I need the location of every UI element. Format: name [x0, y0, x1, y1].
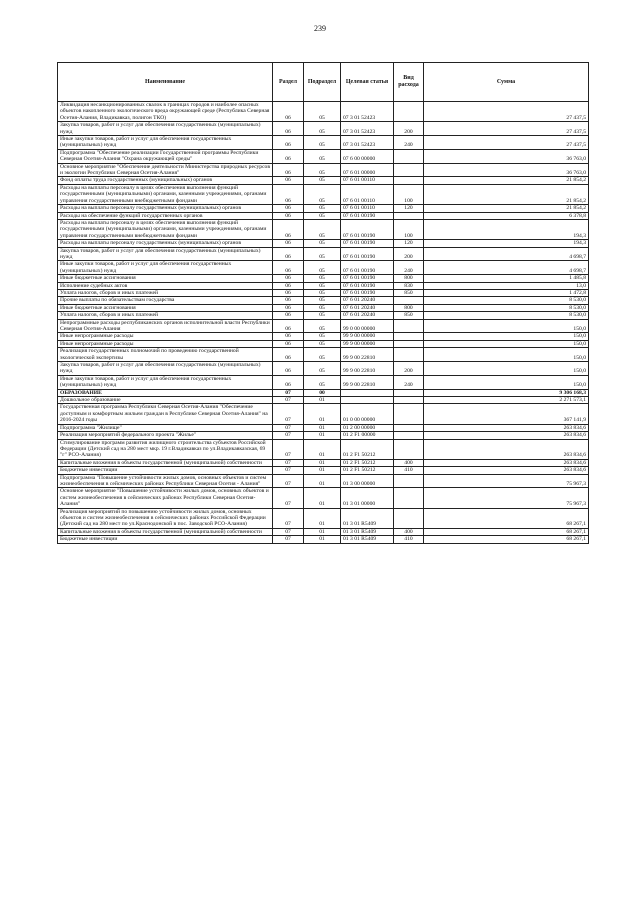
cell-sum: 263 834,6: [424, 459, 589, 466]
table-row: [58, 340, 589, 347]
table-row: [58, 282, 589, 289]
cell-csr: 01 2 F1 50212: [341, 467, 394, 474]
cell-sum: 27 437,5: [424, 136, 589, 150]
cell-name: Иные закупки товаров, работ и услуг для обеспечения государственных (муниципальных) нужд: [58, 375, 273, 389]
cell-sum: 36 763,0: [424, 163, 589, 177]
cell-podrazdel: 01: [304, 432, 341, 439]
cell-vr: 200: [394, 362, 424, 376]
cell-sum: 75 967,3: [424, 488, 589, 508]
cell-vr: 830: [394, 282, 424, 289]
cell-razdel: 06: [273, 163, 304, 177]
cell-sum: 263 834,6: [424, 439, 589, 459]
cell-csr: 01 2 F1 00000: [341, 432, 394, 439]
cell-sum: 68 267,1: [424, 508, 589, 528]
cell-podrazdel: 01: [304, 536, 341, 543]
cell-razdel: 07: [273, 467, 304, 474]
cell-podrazdel: 05: [304, 102, 341, 122]
cell-podrazdel: 05: [304, 136, 341, 150]
cell-razdel: 07: [273, 389, 304, 396]
table-row: [58, 102, 589, 122]
cell-podrazdel: 05: [304, 261, 341, 275]
cell-sum: 8 530,0: [424, 304, 589, 311]
cell-name: Подпрограмма "Обеспечение реализации Государственной программы Республики Северная Осетия-Алания "Охрана окружающей среды": [58, 149, 273, 163]
table-row: [58, 424, 589, 431]
cell-podrazdel: 01: [304, 474, 341, 488]
table-row: [58, 459, 589, 466]
table-row: [58, 528, 589, 535]
cell-podrazdel: 05: [304, 340, 341, 347]
cell-csr: 07 6 00 00000: [341, 149, 394, 163]
cell-name: Расходы на выплаты персоналу государственных (муниципальных) органов: [58, 205, 273, 212]
cell-vr: 240: [394, 375, 424, 389]
cell-csr: 01 0 00 00000: [341, 404, 394, 424]
cell-podrazdel: 05: [304, 333, 341, 340]
table-row: [58, 439, 589, 459]
cell-razdel: 06: [273, 340, 304, 347]
cell-name: Расходы на выплаты персоналу в целях обеспечения выполнения функций государственными (муниципальными) органами, казенными учреждениями, органами управления государственными внебюджетными фондами: [58, 219, 273, 239]
cell-vr: 850: [394, 312, 424, 319]
cell-sum: 150,0: [424, 319, 589, 333]
cell-name: Расходы на выплаты персоналу в целях обеспечения выполнения функций государственными (муниципальными) органами, казенными учреждениями, органами управления государственными внебюджетными фондами: [58, 184, 273, 204]
cell-podrazdel: 01: [304, 424, 341, 431]
cell-name: Иные бюджетные ассигнования: [58, 304, 273, 311]
cell-podrazdel: 05: [304, 177, 341, 184]
cell-razdel: 07: [273, 424, 304, 431]
cell-csr: 07 6 01 00110: [341, 177, 394, 184]
cell-sum: 9 306 168,3: [424, 389, 589, 396]
cell-csr: 07 6 01 00000: [341, 163, 394, 177]
cell-razdel: 06: [273, 219, 304, 239]
cell-razdel: 06: [273, 102, 304, 122]
cell-vr: [394, 212, 424, 219]
cell-sum: 21 854,2: [424, 184, 589, 204]
cell-vr: 400: [394, 528, 424, 535]
cell-sum: 75 967,3: [424, 474, 589, 488]
cell-podrazdel: 05: [304, 219, 341, 239]
cell-csr: 07 6 01 00190: [341, 247, 394, 261]
cell-razdel: 07: [273, 488, 304, 508]
cell-csr: 01 3 01 R5409: [341, 508, 394, 528]
cell-podrazdel: 05: [304, 304, 341, 311]
cell-razdel: 06: [273, 122, 304, 136]
cell-podrazdel: 05: [304, 375, 341, 389]
table-row: [58, 163, 589, 177]
table-row: [58, 212, 589, 219]
header-razdel: Раздел: [273, 63, 304, 102]
cell-podrazdel: 01: [304, 404, 341, 424]
cell-name: Иные бюджетные ассигнования: [58, 275, 273, 282]
cell-sum: 4 698,7: [424, 247, 589, 261]
table-row: [58, 362, 589, 376]
cell-sum: 263 834,6: [424, 467, 589, 474]
cell-sum: 68 267,1: [424, 528, 589, 535]
cell-csr: 99 9 00 22810: [341, 375, 394, 389]
cell-vr: 800: [394, 304, 424, 311]
cell-razdel: 06: [273, 304, 304, 311]
table-row: [58, 404, 589, 424]
table-row: [58, 136, 589, 150]
cell-vr: [394, 397, 424, 404]
cell-razdel: 06: [273, 312, 304, 319]
cell-csr: 99 0 00 00000: [341, 319, 394, 333]
cell-vr: 240: [394, 261, 424, 275]
cell-vr: [394, 297, 424, 304]
cell-name: Реализация мероприятий федерального проекта "Жилье": [58, 432, 273, 439]
cell-podrazdel: 05: [304, 212, 341, 219]
table-row: [58, 389, 589, 396]
cell-vr: 100: [394, 219, 424, 239]
cell-podrazdel: 05: [304, 149, 341, 163]
table-row: [58, 319, 589, 333]
cell-sum: 150,0: [424, 333, 589, 340]
cell-csr: 07 6 01 00110: [341, 205, 394, 212]
cell-name: Иные непрограммные расходы: [58, 333, 273, 340]
table-row: [58, 333, 589, 340]
cell-csr: [341, 389, 394, 396]
cell-name: Исполнение судебных актов: [58, 282, 273, 289]
cell-vr: [394, 333, 424, 340]
cell-podrazdel: 05: [304, 319, 341, 333]
cell-name: Капитальные вложения в объекты государственной (муниципальной) собственности: [58, 459, 273, 466]
table-row: [58, 289, 589, 296]
cell-razdel: 06: [273, 348, 304, 362]
cell-csr: 07 6 01 00190: [341, 219, 394, 239]
cell-name: Прочие выплаты по обязательствам государства: [58, 297, 273, 304]
cell-name: Подпрограмма "Повышение устойчивости жилых домов, основных объектов и систем жизнеобеспечения в сейсмических районах Республики Северная Осетия - Алания": [58, 474, 273, 488]
table-row: [58, 375, 589, 389]
cell-csr: 07 6 01 00190: [341, 240, 394, 247]
cell-vr: 400: [394, 459, 424, 466]
table-row: [58, 184, 589, 204]
cell-name: Закупка товаров, работ и услуг для обеспечения государственных (муниципальных) нужд: [58, 247, 273, 261]
cell-vr: 410: [394, 536, 424, 543]
cell-vr: [394, 432, 424, 439]
cell-vr: [394, 404, 424, 424]
cell-vr: 120: [394, 205, 424, 212]
cell-csr: 01 2 F1 50212: [341, 439, 394, 459]
cell-name: Ликвидация несанкционированных свалок в границах городов и наиболее опасных объектов накопленного экологического вреда окружающей среде (Республика Северная Осетия-Алания, Владикавказ, полигон ТКО): [58, 102, 273, 122]
cell-sum: 1 472,8: [424, 289, 589, 296]
cell-podrazdel: 05: [304, 297, 341, 304]
table-row: [58, 219, 589, 239]
cell-name: Расходы на обеспечение функций государственных органов: [58, 212, 273, 219]
cell-csr: 07 6 01 00190: [341, 282, 394, 289]
cell-vr: 410: [394, 467, 424, 474]
cell-razdel: 06: [273, 184, 304, 204]
table-row: [58, 474, 589, 488]
cell-csr: [341, 397, 394, 404]
cell-vr: 800: [394, 275, 424, 282]
cell-razdel: 07: [273, 432, 304, 439]
cell-sum: 263 834,6: [424, 432, 589, 439]
cell-vr: [394, 474, 424, 488]
cell-name: Уплата налогов, сборов и иных платежей: [58, 289, 273, 296]
cell-sum: 27 437,5: [424, 122, 589, 136]
cell-csr: 01 3 01 R5409: [341, 528, 394, 535]
cell-vr: 200: [394, 247, 424, 261]
cell-sum: 21 854,2: [424, 177, 589, 184]
cell-vr: [394, 319, 424, 333]
cell-csr: 07 6 01 00190: [341, 212, 394, 219]
cell-podrazdel: 05: [304, 362, 341, 376]
cell-razdel: 06: [273, 247, 304, 261]
table-body: [58, 102, 589, 544]
cell-sum: 6 378,8: [424, 212, 589, 219]
cell-vr: 850: [394, 289, 424, 296]
cell-sum: 1 485,8: [424, 275, 589, 282]
cell-razdel: 07: [273, 508, 304, 528]
cell-name: Непрограммные расходы республиканских органов исполнительной власти Республики Северная Осетия-Алания: [58, 319, 273, 333]
table-row: [58, 536, 589, 543]
cell-name: Основное мероприятие "Обеспечение деятельности Министерства природных ресурсов и экологии Республики Северная Осетия-Алания": [58, 163, 273, 177]
cell-csr: 07 6 01 00190: [341, 261, 394, 275]
cell-csr: 07 3 01 52423: [341, 102, 394, 122]
table-row: [58, 397, 589, 404]
cell-name: Реализация мероприятий по повышению устойчивости жилых домов, основных объектов и систем жизнеобеспечения в сейсмических районах Российской Федерации (Детский сад на 280 мест по ул.Краснодонской в пос. Заводской РСО-Алания): [58, 508, 273, 528]
cell-name: Иные закупки товаров, работ и услуг для обеспечения государственных (муниципальных) нужд: [58, 261, 273, 275]
cell-razdel: 06: [273, 362, 304, 376]
table-row: [58, 467, 589, 474]
cell-name: Закупка товаров, работ и услуг для обеспечения государственных (муниципальных) нужд: [58, 362, 273, 376]
cell-podrazdel: 05: [304, 289, 341, 296]
cell-sum: 150,0: [424, 375, 589, 389]
cell-csr: 07 3 01 52423: [341, 136, 394, 150]
cell-podrazdel: 05: [304, 184, 341, 204]
cell-razdel: 06: [273, 319, 304, 333]
cell-podrazdel: 00: [304, 389, 341, 396]
cell-razdel: 06: [273, 375, 304, 389]
cell-csr: 99 9 00 00000: [341, 333, 394, 340]
cell-razdel: 06: [273, 261, 304, 275]
cell-csr: 07 6 01 00110: [341, 184, 394, 204]
page-number: 239: [314, 24, 326, 33]
cell-csr: 99 9 00 22810: [341, 348, 394, 362]
cell-podrazdel: 01: [304, 488, 341, 508]
table-row: [58, 240, 589, 247]
header-podrazdel: Подраздел: [304, 63, 341, 102]
cell-name: ОБРАЗОВАНИЕ: [58, 389, 273, 396]
cell-razdel: 07: [273, 528, 304, 535]
budget-table: [57, 62, 589, 544]
cell-sum: 367 141,9: [424, 404, 589, 424]
cell-razdel: 06: [273, 240, 304, 247]
cell-sum: 150,0: [424, 348, 589, 362]
table-row: [58, 247, 589, 261]
cell-vr: 100: [394, 184, 424, 204]
cell-name: Государственная программа Республики Северная Осетия-Алания "Обеспечение доступным и комфортным жильем граждан в Республике Северная Осетия-Алания" на 2016-2024 годы: [58, 404, 273, 424]
cell-podrazdel: 05: [304, 240, 341, 247]
cell-razdel: 06: [273, 177, 304, 184]
cell-vr: [394, 348, 424, 362]
cell-podrazdel: 01: [304, 459, 341, 466]
header-vr: Вид расхода: [394, 63, 424, 102]
cell-csr: 07 6 01 00190: [341, 289, 394, 296]
cell-csr: 07 6 01 20240: [341, 312, 394, 319]
cell-vr: [394, 439, 424, 459]
cell-csr: 99 9 00 00000: [341, 340, 394, 347]
table-row: [58, 304, 589, 311]
cell-name: Закупка товаров, работ и услуг для обеспечения государственных (муниципальных) нужд: [58, 122, 273, 136]
cell-csr: 07 6 01 20240: [341, 304, 394, 311]
cell-csr: 01 3 01 R5409: [341, 536, 394, 543]
header-csr: Целевая статья: [341, 63, 394, 102]
cell-name: Иные закупки товаров, работ и услуг для обеспечения государственных (муниципальных) нужд: [58, 136, 273, 150]
cell-csr: 07 6 01 00190: [341, 275, 394, 282]
cell-csr: 01 3 00 00000: [341, 474, 394, 488]
cell-razdel: 07: [273, 459, 304, 466]
cell-vr: [394, 177, 424, 184]
cell-podrazdel: 01: [304, 467, 341, 474]
cell-razdel: 06: [273, 333, 304, 340]
cell-razdel: 06: [273, 275, 304, 282]
cell-vr: [394, 488, 424, 508]
header-sum: Сумма: [424, 63, 589, 102]
cell-sum: 21 854,2: [424, 205, 589, 212]
cell-razdel: 07: [273, 474, 304, 488]
cell-csr: 99 9 00 22810: [341, 362, 394, 376]
cell-podrazdel: 05: [304, 312, 341, 319]
cell-sum: 263 834,6: [424, 424, 589, 431]
table-row: [58, 205, 589, 212]
cell-razdel: 07: [273, 439, 304, 459]
cell-vr: 120: [394, 240, 424, 247]
cell-podrazdel: 05: [304, 348, 341, 362]
table-row: [58, 122, 589, 136]
cell-razdel: 06: [273, 282, 304, 289]
cell-name: Основное мероприятие "Повышение устойчивости жилых домов, основных объектов и систем жизнеобеспечения в сейсмических районах Республики Северная Осетия-Алания": [58, 488, 273, 508]
cell-name: Бюджетные инвестиции: [58, 467, 273, 474]
cell-sum: 68 267,1: [424, 536, 589, 543]
table-row: [58, 275, 589, 282]
cell-vr: 200: [394, 122, 424, 136]
table-row: [58, 312, 589, 319]
cell-sum: 36 763,0: [424, 149, 589, 163]
cell-name: Подпрограмма "Жилище": [58, 424, 273, 431]
cell-vr: [394, 149, 424, 163]
cell-razdel: 06: [273, 149, 304, 163]
cell-razdel: 07: [273, 536, 304, 543]
cell-podrazdel: 05: [304, 247, 341, 261]
cell-podrazdel: 05: [304, 163, 341, 177]
cell-name: Стимулирование программ развития жилищного строительства субъектов Российской Федерации (Детский сад на 280 мест мкр. 19 г.Владикавказ по ул.Владикавказская, 69 "г" РСО-Алания): [58, 439, 273, 459]
cell-sum: 4 698,7: [424, 261, 589, 275]
cell-sum: 8 530,0: [424, 297, 589, 304]
cell-razdel: 06: [273, 136, 304, 150]
table-row: [58, 261, 589, 275]
cell-name: Иные непрограммные расходы: [58, 340, 273, 347]
cell-razdel: 06: [273, 297, 304, 304]
cell-sum: 2 271 573,1: [424, 397, 589, 404]
cell-podrazdel: 05: [304, 275, 341, 282]
cell-name: Уплата налогов, сборов и иных платежей: [58, 312, 273, 319]
cell-name: Дошкольное образование: [58, 397, 273, 404]
cell-vr: [394, 424, 424, 431]
cell-vr: [394, 163, 424, 177]
table-row: [58, 177, 589, 184]
cell-vr: [394, 340, 424, 347]
cell-sum: 194,3: [424, 240, 589, 247]
table-header-row: [58, 63, 589, 102]
cell-podrazdel: 01: [304, 397, 341, 404]
cell-sum: 27 437,5: [424, 102, 589, 122]
cell-razdel: 06: [273, 289, 304, 296]
cell-razdel: 07: [273, 404, 304, 424]
table-row: [58, 297, 589, 304]
cell-razdel: 06: [273, 205, 304, 212]
cell-sum: 150,0: [424, 340, 589, 347]
cell-name: Капитальные вложения в объекты государственной (муниципальной) собственности: [58, 528, 273, 535]
cell-vr: 240: [394, 136, 424, 150]
cell-podrazdel: 05: [304, 282, 341, 289]
cell-vr: [394, 102, 424, 122]
cell-name: Фонд оплаты труда государственных (муниципальных) органов: [58, 177, 273, 184]
cell-razdel: 06: [273, 212, 304, 219]
table-row: [58, 488, 589, 508]
cell-sum: 13,0: [424, 282, 589, 289]
cell-podrazdel: 01: [304, 508, 341, 528]
cell-razdel: 07: [273, 397, 304, 404]
table-row: [58, 432, 589, 439]
cell-podrazdel: 01: [304, 439, 341, 459]
cell-name: Расходы на выплаты персоналу государственных (муниципальных) органов: [58, 240, 273, 247]
cell-csr: 01 3 01 00000: [341, 488, 394, 508]
cell-podrazdel: 01: [304, 528, 341, 535]
cell-vr: [394, 389, 424, 396]
header-name: Наименование: [58, 63, 273, 102]
cell-vr: [394, 508, 424, 528]
cell-podrazdel: 05: [304, 122, 341, 136]
cell-name: Реализация государственных полномочий по проведению государственной экологической экспертизы: [58, 348, 273, 362]
cell-csr: 07 3 01 52423: [341, 122, 394, 136]
table-row: [58, 348, 589, 362]
cell-podrazdel: 05: [304, 205, 341, 212]
cell-csr: 01 2 00 00000: [341, 424, 394, 431]
cell-csr: 07 6 01 20240: [341, 297, 394, 304]
cell-name: Бюджетные инвестиции: [58, 536, 273, 543]
cell-sum: 194,3: [424, 219, 589, 239]
cell-sum: 150,0: [424, 362, 589, 376]
cell-csr: 01 2 F1 50212: [341, 459, 394, 466]
table-row: [58, 149, 589, 163]
cell-sum: 8 530,0: [424, 312, 589, 319]
table-row: [58, 508, 589, 528]
